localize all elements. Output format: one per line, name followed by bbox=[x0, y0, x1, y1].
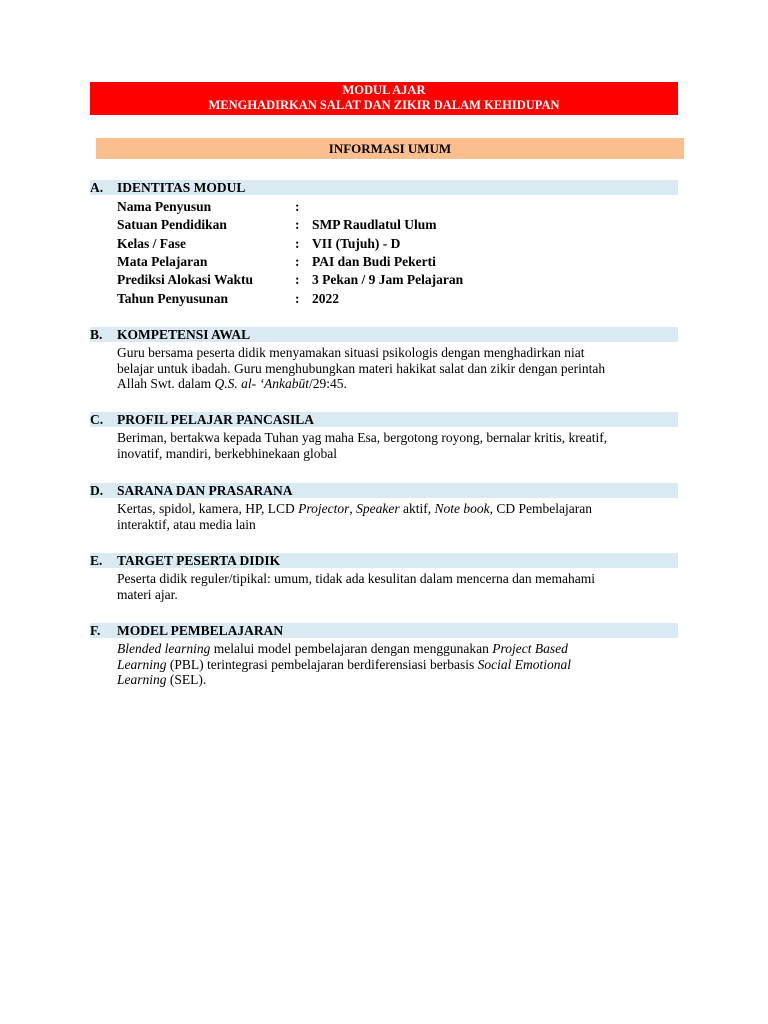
text-run: , CD Pembelajaran bbox=[489, 501, 592, 516]
section-e-heading bbox=[90, 553, 678, 568]
ident-label: Prediksi Alokasi Waktu bbox=[117, 272, 254, 287]
text-line: materi ajar. bbox=[117, 586, 178, 602]
section-d-text bbox=[117, 501, 677, 532]
section-a-title: IDENTITAS MODUL bbox=[117, 180, 246, 195]
text-run-italic: Speaker bbox=[356, 501, 400, 516]
ident-label: Kelas / Fase bbox=[117, 236, 186, 251]
section-a-letter: A. bbox=[90, 180, 104, 195]
ident-label: Mata Pelajaran bbox=[117, 254, 208, 269]
ident-value: PAI dan Budi Pekerti bbox=[312, 254, 436, 269]
section-b-text bbox=[117, 345, 677, 392]
text-line: belajar untuk ibadah. Guru menghubungkan materi hakikat salat dan zikir dengan perintah bbox=[117, 360, 606, 376]
section-c-heading bbox=[90, 412, 678, 427]
general-info-banner: INFORMASI UMUM bbox=[96, 138, 684, 159]
ident-label: Nama Penyusun bbox=[117, 199, 212, 214]
section-b-title: KOMPETENSI AWAL bbox=[117, 327, 251, 342]
text-line: Peserta didik reguler/tipikal: umum, tidak ada kesulitan dalam mencerna dan memahami bbox=[117, 571, 595, 586]
text-run-italic: Learning bbox=[117, 672, 167, 687]
ident-value: 3 Pekan / 9 Jam Pelajaran bbox=[312, 272, 464, 287]
text-run: Allah Swt. dalam bbox=[117, 376, 215, 391]
section-d-heading bbox=[90, 483, 678, 498]
text-run: aktif, bbox=[399, 501, 435, 516]
ident-label: Satuan Pendidikan bbox=[117, 217, 227, 232]
text-run: (SEL). bbox=[166, 672, 207, 687]
text-run-italic: Social Emotional bbox=[477, 656, 572, 672]
text-line: interaktif, atau media lain bbox=[117, 516, 256, 532]
text-line: Beriman, bertakwa kepada Tuhan yag maha Esa, bergotong royong, bernalar kritis, kreatif, bbox=[117, 430, 608, 445]
section-c-text bbox=[117, 430, 677, 461]
text-run: melalui model pembelajaran dengan menggunakan bbox=[210, 641, 493, 656]
text-run: Kertas, spidol, kamera, HP, LCD bbox=[117, 501, 299, 516]
ident-label: Tahun Penyusunan bbox=[117, 291, 228, 306]
ident-value: SMP Raudlatul Ulum bbox=[312, 217, 437, 232]
ident-colon: : bbox=[295, 291, 300, 306]
section-f-text bbox=[117, 641, 677, 688]
text-line: Guru bersama peserta didik menyamakan situasi psikologis dengan menghadirkan niat bbox=[117, 345, 585, 360]
text-line bbox=[117, 376, 677, 392]
text-run-italic: Q.S. al- ‘Ankabūt bbox=[214, 376, 309, 391]
section-e-text bbox=[117, 571, 677, 602]
module-title-line2: MENGHADIRKAN SALAT DAN ZIKIR DALAM KEHIDUPAN bbox=[208, 98, 560, 112]
text-run: , bbox=[349, 501, 357, 516]
section-f-heading bbox=[90, 623, 678, 638]
module-title-banner bbox=[90, 82, 678, 115]
text-run-italic: Blended learning bbox=[117, 641, 211, 656]
ident-colon: : bbox=[295, 272, 300, 287]
section-d-letter: D. bbox=[90, 483, 104, 498]
section-f-title: MODEL PEMBELAJARAN bbox=[117, 623, 284, 638]
text-line bbox=[117, 672, 677, 688]
section-a-heading bbox=[90, 180, 678, 195]
ident-colon: : bbox=[295, 199, 300, 214]
ident-colon: : bbox=[295, 254, 300, 269]
section-f-letter: F. bbox=[90, 623, 101, 638]
text-run-italic: Projector bbox=[298, 501, 350, 516]
text-line bbox=[117, 657, 677, 673]
ident-colon: : bbox=[295, 217, 300, 232]
text-run-italic: Project Based bbox=[492, 641, 568, 656]
section-c-title: PROFIL PELAJAR PANCASILA bbox=[117, 412, 315, 427]
ident-value: VII (Tujuh) - D bbox=[312, 236, 401, 251]
section-e-title: TARGET PESERTA DIDIK bbox=[117, 553, 281, 568]
text-run-italic: Learning bbox=[117, 656, 167, 672]
text-run-italic: Note book bbox=[434, 501, 490, 516]
text-line: inovatif, mandiri, berkebhinekaan global bbox=[117, 445, 338, 461]
text-run: /29:45. bbox=[308, 376, 347, 391]
ident-value: 2022 bbox=[312, 291, 339, 306]
section-b-heading bbox=[90, 327, 678, 342]
text-run: (PBL) terintegrasi pembelajaran berdiferensiasi berbasis bbox=[166, 656, 478, 672]
section-d-title: SARANA DAN PRASARANA bbox=[117, 483, 293, 498]
section-c-letter: C. bbox=[90, 412, 104, 427]
section-e-letter: E. bbox=[90, 553, 103, 568]
text-line bbox=[117, 501, 677, 517]
module-title-line1: MODUL AJAR bbox=[342, 83, 426, 97]
section-b-letter: B. bbox=[90, 327, 103, 342]
ident-colon: : bbox=[295, 236, 300, 251]
text-line bbox=[117, 641, 677, 657]
